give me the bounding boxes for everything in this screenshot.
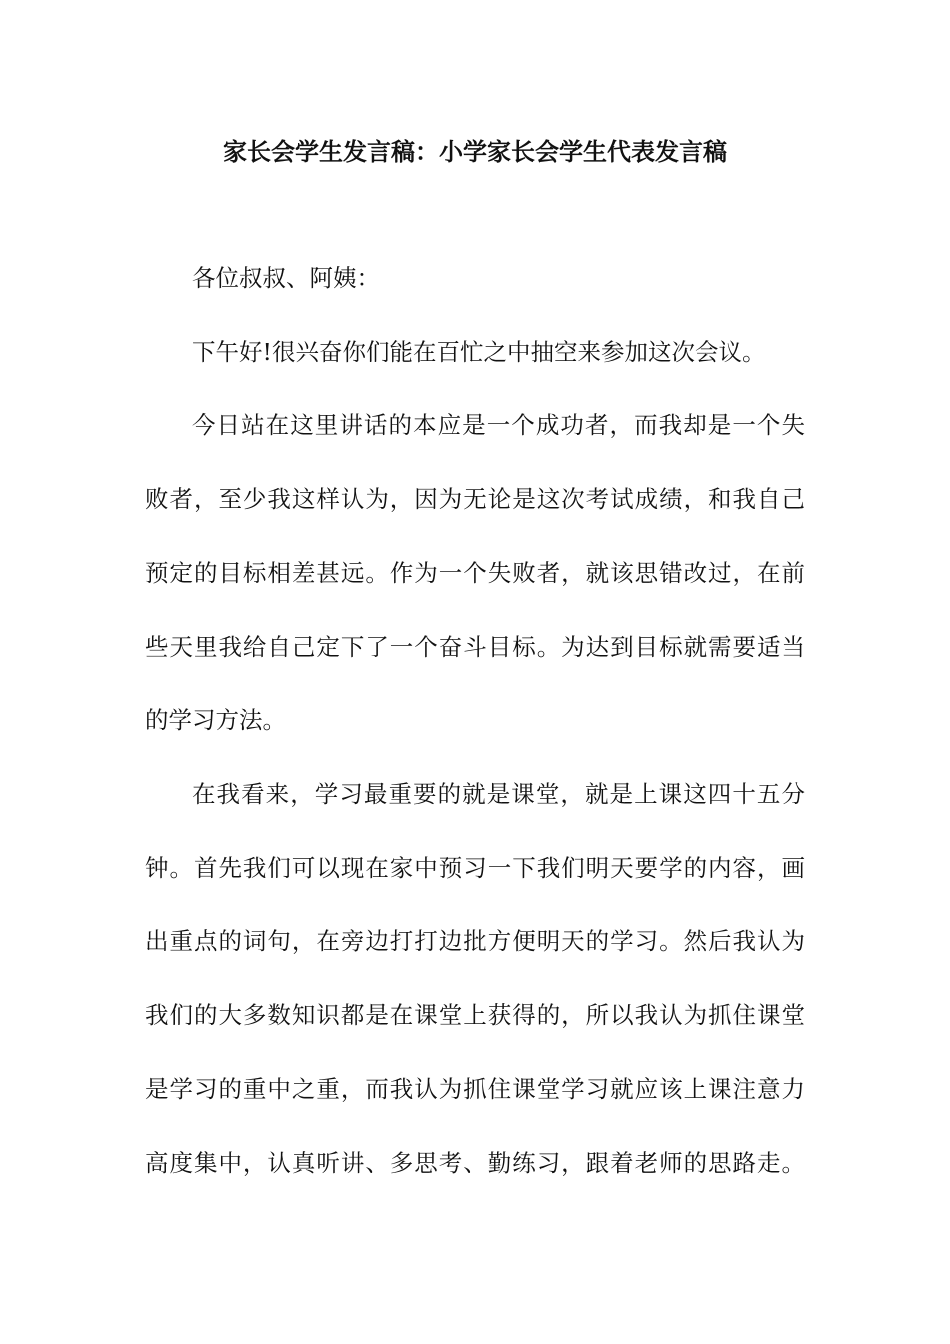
paragraph-line: 钟。首先我们可以现在家中预习一下我们明天要学的内容，画: [145, 854, 805, 882]
greeting-line: 各位叔叔、阿姨：: [192, 264, 380, 292]
paragraph-line: 高度集中，认真听讲、多思考、勤练习，跟着老师的思路走。: [145, 1149, 805, 1177]
paragraph-line: 下午好!很兴奋你们能在百忙之中抽空来参加这次会议。: [192, 338, 766, 366]
paragraph-line: 我们的大多数知识都是在课堂上获得的，所以我认为抓住课堂: [145, 1001, 805, 1029]
paragraph-line: 败者，至少我这样认为，因为无论是这次考试成绩，和我自己: [145, 485, 805, 513]
paragraph-line: 出重点的词句，在旁边打打边批方便明天的学习。然后我认为: [145, 927, 805, 955]
paragraph-line: 些天里我给自己定下了一个奋斗目标。为达到目标就需要适当: [145, 633, 805, 661]
document-title: 家长会学生发言稿：小学家长会学生代表发言稿: [223, 137, 727, 166]
paragraph-line: 在我看来，学习最重要的就是课堂，就是上课这四十五分: [192, 780, 805, 808]
paragraph-line: 的学习方法。: [145, 706, 286, 734]
paragraph-line: 今日站在这里讲话的本应是一个成功者，而我却是一个失: [192, 411, 805, 439]
paragraph-line: 预定的目标相差甚远。作为一个失败者，就该思错改过，在前: [145, 559, 805, 587]
paragraph-line: 是学习的重中之重，而我认为抓住课堂学习就应该上课注意力: [145, 1075, 805, 1103]
